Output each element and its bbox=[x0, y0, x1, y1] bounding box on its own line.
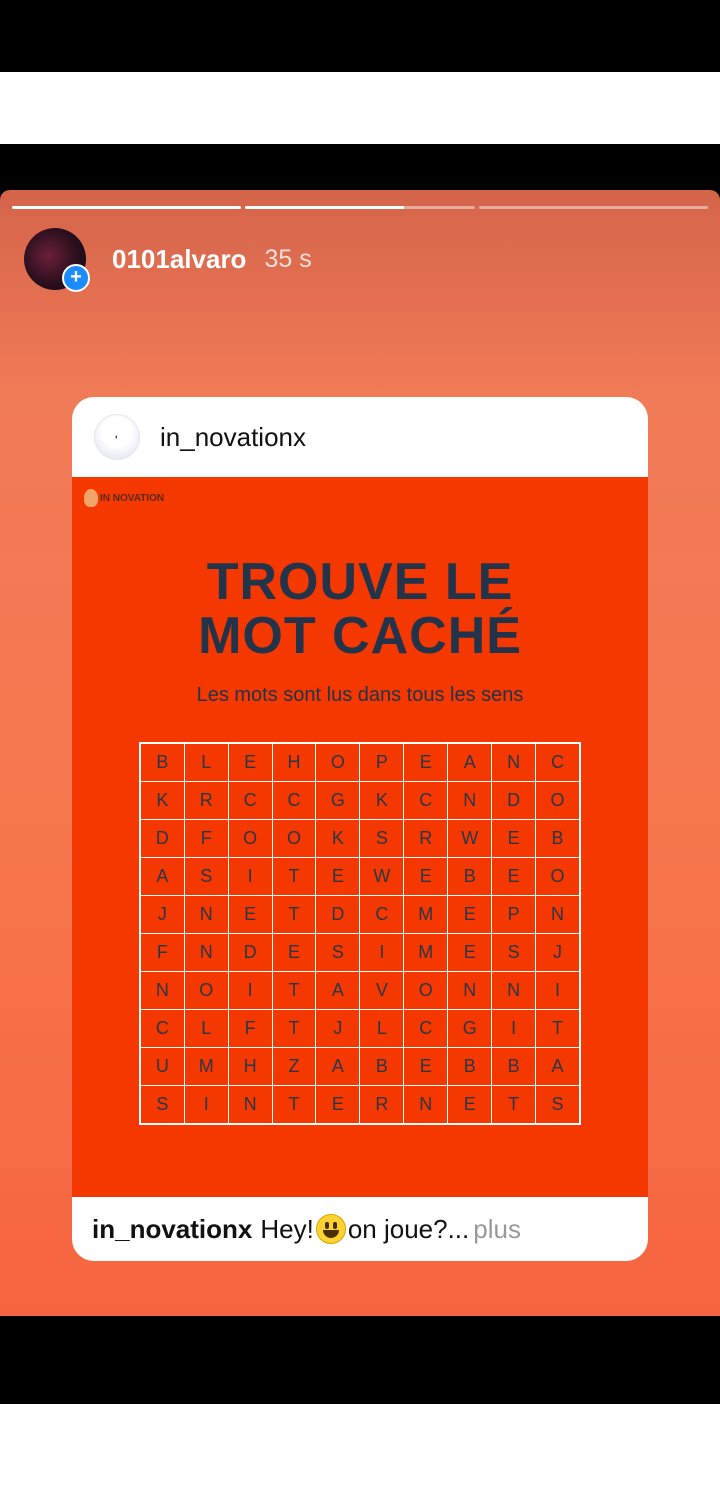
story-viewer[interactable] bbox=[0, 190, 720, 1316]
grid-cell: I bbox=[184, 1086, 228, 1125]
grid-cell: U bbox=[140, 1048, 184, 1086]
grid-cell: I bbox=[228, 972, 272, 1010]
grid-cell: T bbox=[272, 858, 316, 896]
grid-row bbox=[140, 1086, 580, 1125]
grid-cell: F bbox=[228, 1010, 272, 1048]
grid-cell: K bbox=[140, 782, 184, 820]
headline-line-2: MOT CACHÉ bbox=[198, 607, 522, 665]
grid-cell: L bbox=[184, 1010, 228, 1048]
story-header bbox=[24, 228, 312, 290]
grid-cell: D bbox=[492, 782, 536, 820]
grid-cell: K bbox=[316, 820, 360, 858]
grid-cell: O bbox=[536, 858, 580, 896]
more-link[interactable]: plus bbox=[473, 1213, 521, 1244]
grid-cell: O bbox=[536, 782, 580, 820]
grid-cell: H bbox=[272, 743, 316, 782]
grid-cell: S bbox=[316, 934, 360, 972]
grid-row bbox=[140, 1010, 580, 1048]
grid-cell: E bbox=[228, 896, 272, 934]
grid-cell: M bbox=[404, 896, 448, 934]
post-avatar[interactable] bbox=[94, 414, 140, 460]
caption-text-after: on joue?... bbox=[347, 1213, 470, 1244]
story-username[interactable]: 0101alvaro bbox=[112, 243, 247, 274]
progress-segment bbox=[245, 206, 474, 209]
grid-cell: A bbox=[448, 743, 492, 782]
grid-cell: R bbox=[404, 820, 448, 858]
grid-cell: R bbox=[360, 1086, 404, 1125]
grid-cell: T bbox=[272, 1010, 316, 1048]
grid-cell: N bbox=[492, 743, 536, 782]
grid-cell: N bbox=[448, 782, 492, 820]
grid-cell: N bbox=[448, 972, 492, 1010]
grid-cell: T bbox=[536, 1010, 580, 1048]
grid-cell: E bbox=[404, 743, 448, 782]
grid-cell: C bbox=[404, 1010, 448, 1048]
grid-cell: O bbox=[404, 972, 448, 1010]
brand-logo-icon: ◐ bbox=[114, 433, 120, 441]
grid-cell: B bbox=[536, 820, 580, 858]
grid-cell: G bbox=[448, 1010, 492, 1048]
grid-cell: D bbox=[140, 820, 184, 858]
grid-cell: O bbox=[184, 972, 228, 1010]
grid-cell: B bbox=[492, 1048, 536, 1086]
grid-cell: I bbox=[360, 934, 404, 972]
grid-cell: A bbox=[316, 972, 360, 1010]
grid-cell: E bbox=[272, 934, 316, 972]
headline bbox=[72, 555, 648, 663]
grid-cell: L bbox=[184, 743, 228, 782]
grid-row bbox=[140, 858, 580, 896]
grid-cell: T bbox=[272, 972, 316, 1010]
grid-cell: C bbox=[272, 782, 316, 820]
grid-cell: E bbox=[448, 934, 492, 972]
grid-cell: C bbox=[140, 1010, 184, 1048]
grid-cell: E bbox=[448, 1086, 492, 1125]
avatar[interactable] bbox=[24, 228, 86, 290]
grid-cell: D bbox=[316, 896, 360, 934]
grid-cell: S bbox=[184, 858, 228, 896]
plus-icon[interactable]: + bbox=[62, 264, 90, 292]
grid-row bbox=[140, 896, 580, 934]
grid-cell: E bbox=[316, 858, 360, 896]
grid-cell: Z bbox=[272, 1048, 316, 1086]
grid-cell: N bbox=[492, 972, 536, 1010]
grid-cell: O bbox=[316, 743, 360, 782]
grid-cell: J bbox=[316, 1010, 360, 1048]
progress-segment bbox=[479, 206, 708, 209]
grid-cell: M bbox=[404, 934, 448, 972]
grid-cell: S bbox=[536, 1086, 580, 1125]
grid-cell: C bbox=[404, 782, 448, 820]
grid-row bbox=[140, 782, 580, 820]
grid-cell: T bbox=[272, 896, 316, 934]
post-caption[interactable] bbox=[72, 1197, 648, 1261]
grid-cell: N bbox=[184, 934, 228, 972]
story-time: 35 s bbox=[264, 244, 312, 273]
grid-cell: N bbox=[184, 896, 228, 934]
grid-cell: B bbox=[360, 1048, 404, 1086]
subtitle: Les mots sont lus dans tous les sens bbox=[196, 684, 524, 706]
grid-cell: I bbox=[228, 858, 272, 896]
post-username[interactable]: in_novationx bbox=[160, 421, 306, 452]
grid-cell: A bbox=[316, 1048, 360, 1086]
grid-cell: S bbox=[140, 1086, 184, 1125]
grid-cell: E bbox=[404, 858, 448, 896]
grid-row bbox=[140, 820, 580, 858]
progress-segment bbox=[12, 206, 241, 209]
grid-cell: B bbox=[140, 743, 184, 782]
caption-username[interactable]: in_novationx bbox=[92, 1213, 253, 1244]
grid-cell: E bbox=[448, 896, 492, 934]
grid-row bbox=[140, 743, 580, 782]
grid-cell: T bbox=[272, 1086, 316, 1125]
grid-cell: C bbox=[360, 896, 404, 934]
word-search-grid bbox=[139, 742, 581, 1125]
grid-cell: H bbox=[228, 1048, 272, 1086]
brand-logo bbox=[84, 489, 164, 507]
bottom-white-bar bbox=[0, 1404, 720, 1500]
grid-cell: C bbox=[536, 743, 580, 782]
grid-cell: G bbox=[316, 782, 360, 820]
grinning-face-icon bbox=[316, 1214, 346, 1244]
grid-cell: N bbox=[228, 1086, 272, 1125]
grid-cell: B bbox=[448, 858, 492, 896]
grid-cell: M bbox=[184, 1048, 228, 1086]
grid-cell: E bbox=[492, 858, 536, 896]
grid-cell: O bbox=[228, 820, 272, 858]
grid-cell: F bbox=[184, 820, 228, 858]
grid-cell: A bbox=[140, 858, 184, 896]
shared-post-card[interactable] bbox=[72, 397, 648, 1261]
grid-cell: E bbox=[404, 1048, 448, 1086]
brand-label: IN NOVATION bbox=[100, 492, 165, 504]
grid-cell: N bbox=[404, 1086, 448, 1125]
post-header[interactable] bbox=[72, 397, 648, 477]
grid-cell: E bbox=[492, 820, 536, 858]
grid-cell: N bbox=[140, 972, 184, 1010]
grid-row bbox=[140, 972, 580, 1010]
grid-cell: P bbox=[360, 743, 404, 782]
headline-line-1: TROUVE LE bbox=[206, 553, 514, 611]
grid-cell: I bbox=[492, 1010, 536, 1048]
grid-cell: I bbox=[536, 972, 580, 1010]
grid-cell: S bbox=[492, 934, 536, 972]
grid-cell: B bbox=[448, 1048, 492, 1086]
grid-cell: V bbox=[360, 972, 404, 1010]
grid-cell: A bbox=[536, 1048, 580, 1086]
grid-cell: F bbox=[140, 934, 184, 972]
grid-cell: E bbox=[316, 1086, 360, 1125]
grid-cell: L bbox=[360, 1010, 404, 1048]
grid-cell: N bbox=[536, 896, 580, 934]
story-progress bbox=[12, 206, 708, 210]
top-white-bar bbox=[0, 72, 720, 144]
grid-cell: W bbox=[360, 858, 404, 896]
grid-cell: R bbox=[184, 782, 228, 820]
grid-row bbox=[140, 1048, 580, 1086]
bulb-icon bbox=[84, 489, 98, 507]
grid-cell: S bbox=[360, 820, 404, 858]
grid-cell: O bbox=[272, 820, 316, 858]
caption-text-before: Hey! bbox=[260, 1213, 314, 1244]
grid-cell: K bbox=[360, 782, 404, 820]
grid-cell: E bbox=[228, 743, 272, 782]
grid-cell: W bbox=[448, 820, 492, 858]
grid-cell: T bbox=[492, 1086, 536, 1125]
grid-row bbox=[140, 934, 580, 972]
grid-cell: J bbox=[536, 934, 580, 972]
grid-cell: J bbox=[140, 896, 184, 934]
post-image[interactable] bbox=[72, 477, 648, 1197]
grid-cell: D bbox=[228, 934, 272, 972]
grid-cell: C bbox=[228, 782, 272, 820]
grid-cell: P bbox=[492, 896, 536, 934]
